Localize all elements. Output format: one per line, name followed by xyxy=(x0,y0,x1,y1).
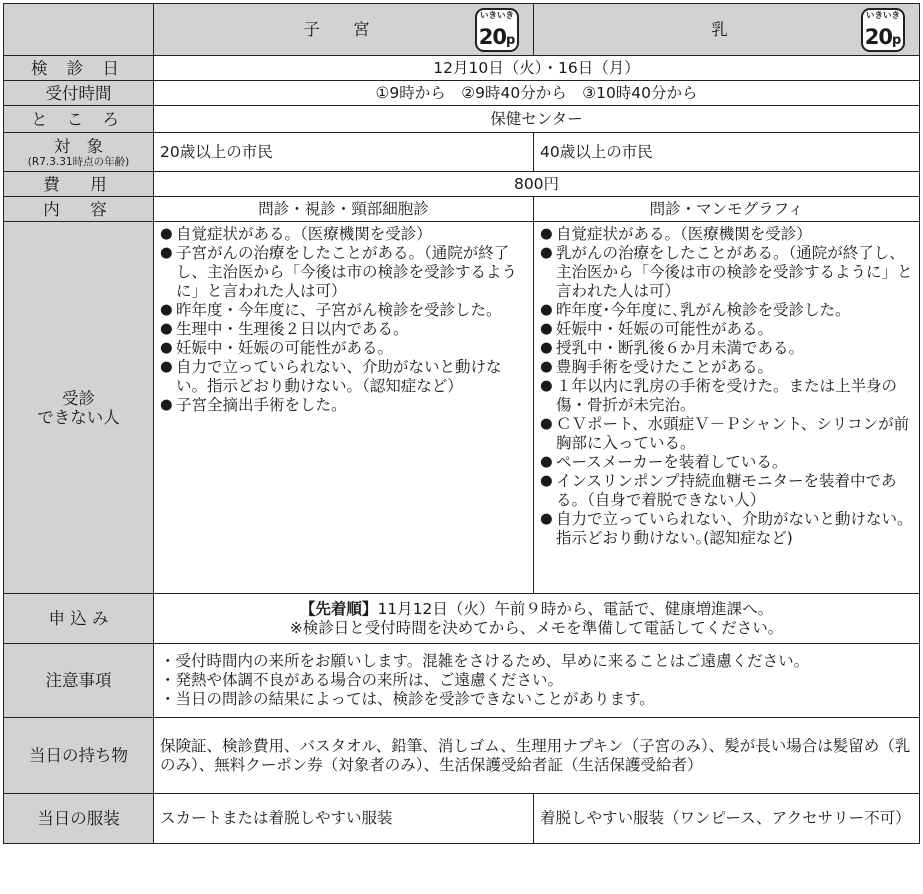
excluded-item: ● 自覚症状がある。（医療機関を受診） xyxy=(540,225,913,244)
uterine-excluded-cell xyxy=(154,222,534,594)
excluded-item: ● 昨年度･今年度に､乳がん検診を受診した。 xyxy=(540,301,913,320)
row-date xyxy=(4,56,920,81)
date-value: 12月10日（火）・16日（月） xyxy=(154,56,920,81)
note-line: ・受付時間内の来所をお願いします。混雑をさけるため、早めに来ることはご遠慮ください。 xyxy=(160,652,810,670)
reception-value: ①9時から ②9時40分から ③10時40分から xyxy=(154,81,920,106)
row-reception xyxy=(4,81,920,106)
uterine-header xyxy=(154,4,534,56)
excluded-item: ● 授乳中・断乳後６か月未満である。 xyxy=(540,339,913,358)
excluded-label-line2: できない人 xyxy=(37,407,120,427)
uterine-target: 20歳以上の市民 xyxy=(154,133,534,172)
target-sublabel: (R7.3.31時点の年齢) xyxy=(27,155,130,168)
excluded-item: ● 昨年度・今年度に、子宮がん検診を受診した。 xyxy=(160,301,527,320)
apply-label: 申 込 み xyxy=(4,594,154,644)
breast-header xyxy=(534,4,920,56)
uterine-content: 問診・視診・頸部細胞診 xyxy=(154,197,534,222)
row-fee xyxy=(4,172,920,197)
excluded-item: ● 妊娠中・妊娠の可能性がある。 xyxy=(160,339,527,358)
belongings-label: 当日の持ち物 xyxy=(4,718,154,794)
ikiiki-points-badge xyxy=(861,8,905,52)
excluded-item: ● １年以内に乳房の手術を受けた。または上半身の傷・骨折が未完治。 xyxy=(540,377,913,415)
note-line: ・発熱や体調不良がある場合の来所は、ご遠慮ください。 xyxy=(160,671,564,689)
excluded-item: ● 生理中・生理後２日以内である。 xyxy=(160,320,527,339)
place-value: 保健センター xyxy=(154,106,920,133)
breast-excluded-cell xyxy=(534,222,920,594)
apply-line2: ※検診日と受付時間を決めてから、メモを準備して電話してください。 xyxy=(289,618,784,637)
reception-label: 受付時間 xyxy=(4,81,154,106)
fee-label: 費 用 xyxy=(4,172,154,197)
date-label: 検 診 日 xyxy=(4,56,154,81)
breast-excluded-list xyxy=(540,225,913,548)
ikiiki-points-badge xyxy=(475,8,519,52)
breast-content: 問診・マンモグラフィ xyxy=(534,197,920,222)
row-notes xyxy=(4,644,920,718)
excluded-item: ● 自力で立っていられない、介助がないと動けない｡指示どおり動けない｡(認知症など) xyxy=(540,510,913,548)
content-label: 内 容 xyxy=(4,197,154,222)
badge-points: 20 xyxy=(864,25,892,49)
breast-title: 乳 xyxy=(711,20,742,39)
note-line: ・当日の問診の結果によっては、検診を受診できないことがあります。 xyxy=(160,690,655,708)
excluded-label-cell xyxy=(4,222,154,594)
notes-cell xyxy=(154,644,920,718)
row-apply xyxy=(4,594,920,644)
excluded-item: ● 子宮がんの治療をしたことがある。（通院が終了し、主治医から「今後は市の検診を受診するように」と言われた人は可） xyxy=(160,244,527,301)
row-content xyxy=(4,197,920,222)
excluded-item: ● 豊胸手術を受けたことがある。 xyxy=(540,358,913,377)
row-excluded xyxy=(4,222,920,594)
belongings-value: 保険証、検診費用、バスタオル、鉛筆、消しゴム、生理用ナプキン（子宮のみ）、髪が長い場合は髪留め（乳のみ）、無料クーポン券（対象者のみ）、生活保護受給者証（生活保護受給者） xyxy=(154,718,920,794)
badge-points: 20 xyxy=(478,25,506,49)
breast-target: 40歳以上の市民 xyxy=(534,133,920,172)
screening-table xyxy=(3,3,920,844)
row-clothing xyxy=(4,794,920,844)
apply-line1: 11月12日（火）午前９時から、電話で、健康増進課へ。 xyxy=(377,599,774,618)
excluded-label-line1: 受診 xyxy=(62,388,95,408)
badge-top-text: いきいき xyxy=(865,11,900,21)
fee-value: 800円 xyxy=(154,172,920,197)
clothing-label: 当日の服装 xyxy=(4,794,154,844)
badge-top-text: いきいき xyxy=(479,11,514,21)
apply-cell xyxy=(154,594,920,644)
target-label: 対 象 xyxy=(53,136,104,156)
target-label-cell xyxy=(4,133,154,172)
excluded-item: ● 自覚症状がある。（医療機関を受診） xyxy=(160,225,527,244)
badge-unit: p xyxy=(505,33,516,48)
badge-unit: p xyxy=(891,33,902,48)
notes-label: 注意事項 xyxy=(4,644,154,718)
corner-cell xyxy=(4,4,154,56)
excluded-item: ● ペースメーカーを装着している。 xyxy=(540,453,913,472)
uterine-clothing: スカートまたは着脱しやすい服装 xyxy=(154,794,534,844)
excluded-item: ● ＣＶポート、水頭症Ｖ－Ｐシャント、シリコンが前胸部に入っている。 xyxy=(540,415,913,453)
excluded-item: ● インスリンポンプ持続血糖モニターを装着中である。（自身で着脱できない人） xyxy=(540,472,913,510)
excluded-item: ● 乳がんの治療をしたことがある。（通院が終了し、主治医から「今後は市の検診を受診するように」と言われた人は可） xyxy=(540,244,913,301)
excluded-item: ● 子宮全摘出手術をした。 xyxy=(160,396,527,415)
row-place xyxy=(4,106,920,133)
uterine-title: 子 宮 xyxy=(303,20,384,39)
apply-first-come: 【先着順】 xyxy=(299,599,378,618)
excluded-item: ● 自力で立っていられない、介助がないと動けない。指示どおり動けない。（認知症など） xyxy=(160,358,527,396)
breast-clothing: 着脱しやすい服装（ワンピース、アクセサリー不可） xyxy=(534,794,920,844)
row-belongings xyxy=(4,718,920,794)
header-row xyxy=(4,4,920,56)
place-label: と こ ろ xyxy=(4,106,154,133)
uterine-excluded-list xyxy=(160,225,527,415)
excluded-item: ● 妊娠中・妊娠の可能性がある。 xyxy=(540,320,913,339)
row-target xyxy=(4,133,920,172)
